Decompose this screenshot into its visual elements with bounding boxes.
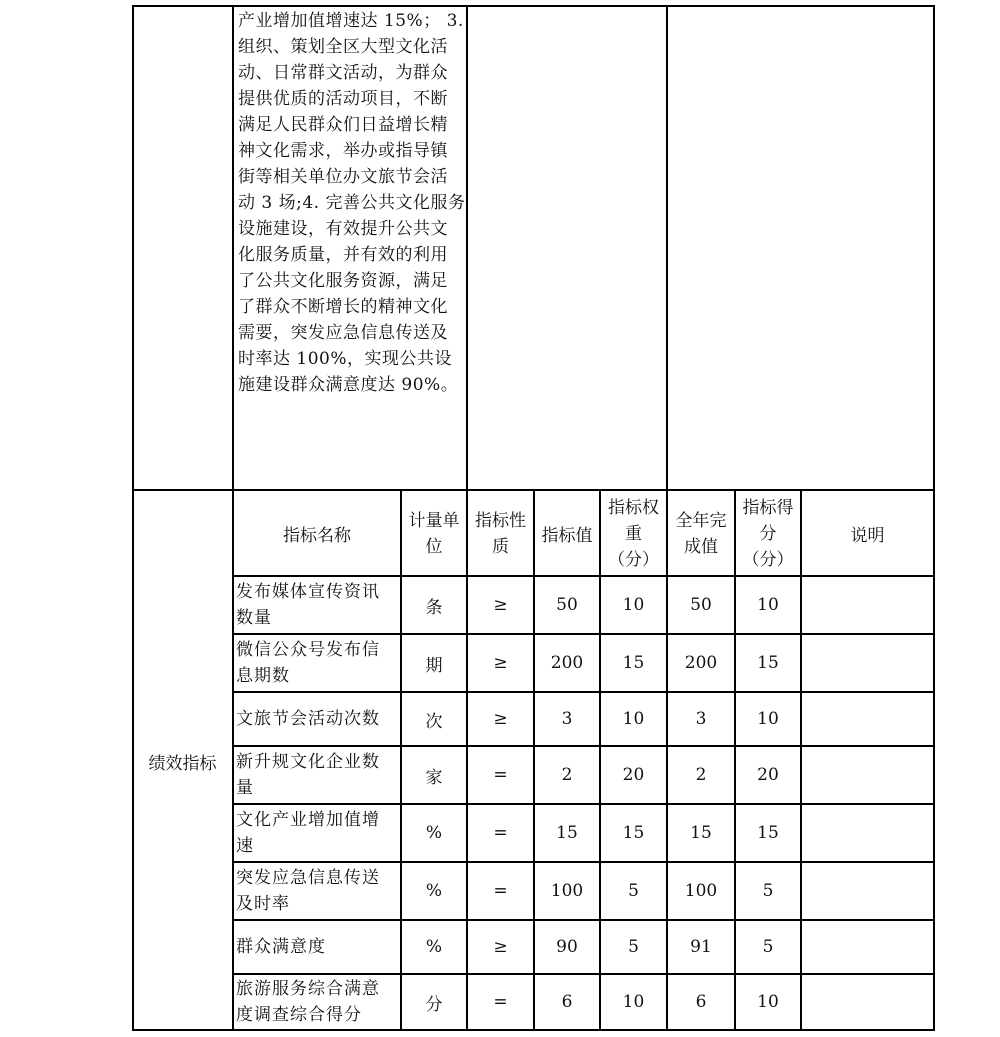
cell-weight: 10 — [622, 595, 645, 615]
description-line: 需要，突发应急信息传送及 — [238, 323, 448, 343]
cell-value: 2 — [561, 765, 573, 785]
cell-unit: 分 — [425, 994, 443, 1015]
indicator-name-line: 群众满意度 — [236, 937, 326, 957]
cell-note — [801, 577, 934, 633]
cell-completed: 6 — [695, 992, 707, 1012]
header-unit — [401, 491, 467, 576]
cell-unit: % — [425, 823, 443, 843]
header-line: 质 — [492, 536, 509, 557]
indicator-name-cell — [236, 805, 400, 861]
indicator-name-line: 速 — [236, 836, 254, 856]
cell-score: 5 — [762, 937, 774, 957]
description-line: 街等相关单位办文旅节会活 — [238, 167, 448, 187]
cell-value: 50 — [556, 595, 578, 615]
indicator-name-cell — [236, 921, 400, 973]
cell-value: 100 — [550, 881, 584, 901]
cell-nature: = — [493, 765, 508, 785]
cell-value: 90 — [556, 937, 578, 957]
cell-nature: ≥ — [493, 937, 508, 957]
target-description — [238, 8, 466, 478]
indicator-name-cell — [236, 577, 400, 633]
header-line: 指标权 — [608, 497, 659, 518]
header-completed — [667, 491, 735, 576]
header-line: 指标得 — [742, 497, 794, 518]
indicator-name-cell — [236, 747, 400, 803]
cell-weight: 15 — [622, 653, 645, 673]
header-note: 说明 — [850, 526, 885, 546]
description-line: 施建设群众满意度达 90%。 — [238, 375, 459, 395]
cell-nature: ≥ — [493, 595, 508, 615]
indicator-name-line: 突发应急信息传送 — [236, 868, 380, 888]
indicator-name-line: 量 — [236, 778, 254, 798]
cell-completed: 50 — [690, 595, 712, 615]
cell-nature: = — [493, 823, 508, 843]
cell-note — [801, 693, 934, 745]
header-line: 指标性 — [475, 510, 526, 531]
indicator-name-line: 新升规文化企业数 — [236, 752, 380, 772]
header-nature — [467, 491, 534, 576]
section-label: 绩效指标 — [148, 753, 217, 774]
header-weight — [600, 491, 667, 576]
description-line: 提供优质的活动项目，不断 — [238, 89, 448, 109]
cell-unit: 期 — [425, 655, 443, 676]
cell-note — [801, 921, 934, 973]
indicator-name-line: 及时率 — [236, 894, 290, 914]
cell-weight: 5 — [628, 937, 639, 957]
cell-unit: % — [425, 881, 443, 901]
header-line: 全年完 — [675, 510, 727, 531]
header-line: 计量单 — [408, 510, 460, 531]
cell-note — [801, 747, 934, 803]
cell-unit: 条 — [425, 597, 443, 618]
description-line: 组织、策划全区大型文化活 — [238, 37, 448, 57]
indicator-name-cell — [236, 975, 400, 1029]
header-value: 指标值 — [541, 526, 593, 546]
indicator-name-cell — [236, 863, 400, 919]
cell-value: 200 — [550, 653, 584, 673]
header-line: （分） — [608, 549, 659, 570]
cell-score: 5 — [762, 881, 774, 901]
cell-note — [801, 635, 934, 691]
cell-weight: 5 — [628, 881, 639, 901]
indicator-name-line: 度调查综合得分 — [236, 1005, 362, 1025]
indicator-name-line: 息期数 — [236, 666, 290, 686]
description-line: 满足人民群众们日益增长精 — [238, 115, 448, 135]
header-line: （分） — [742, 549, 794, 570]
cell-note — [801, 863, 934, 919]
description-line: 动、日常群文活动，为群众 — [238, 63, 448, 83]
cell-nature: ≥ — [493, 709, 508, 729]
description-line: 了群众不断增长的精神文化 — [238, 297, 448, 317]
description-line: 时率达 100%，实现公共设 — [238, 349, 453, 369]
cell-unit: 次 — [425, 711, 443, 732]
cell-completed: 200 — [684, 653, 718, 673]
description-line: 了公共文化服务资源，满足 — [238, 271, 448, 291]
cell-nature: = — [493, 881, 508, 901]
cell-score: 10 — [757, 992, 779, 1012]
header-score — [735, 491, 801, 576]
cell-completed: 100 — [684, 881, 718, 901]
cell-weight: 20 — [622, 765, 645, 785]
cell-completed: 91 — [690, 937, 712, 957]
description-line: 化服务质量，并有效的利用 — [238, 245, 448, 265]
cell-score: 10 — [757, 709, 779, 729]
header-line: 重 — [625, 523, 642, 544]
indicator-name-line: 文化产业增加值增 — [236, 810, 380, 830]
cell-nature: ≥ — [493, 653, 508, 673]
description-line: 产业增加值增速达 15%； 3. — [238, 11, 464, 31]
description-line: 神文化需求，举办或指导镇 — [238, 141, 448, 161]
description-line: 设施建设，有效提升公共文 — [238, 219, 448, 239]
indicator-name-line: 旅游服务综合满意 — [236, 979, 380, 999]
cell-note — [801, 975, 934, 1029]
cell-unit: 家 — [425, 767, 443, 788]
cell-note — [801, 805, 934, 861]
indicator-name-line: 文旅节会活动次数 — [236, 709, 380, 729]
cell-weight: 10 — [622, 709, 645, 729]
cell-value: 3 — [561, 709, 573, 729]
cell-unit: % — [425, 937, 443, 957]
header-line: 位 — [425, 536, 443, 557]
cell-value: 6 — [561, 992, 573, 1012]
cell-nature: = — [493, 992, 508, 1012]
header-indicator-name: 指标名称 — [283, 526, 351, 546]
cell-completed: 3 — [695, 709, 707, 729]
cell-completed: 2 — [695, 765, 707, 785]
description-line: 动 3 场;4. 完善公共文化服务 — [238, 193, 466, 213]
indicator-name-line: 数量 — [236, 608, 272, 628]
cell-weight: 15 — [622, 823, 645, 843]
indicator-name-cell — [236, 693, 400, 745]
cell-score: 10 — [757, 595, 779, 615]
cell-weight: 10 — [622, 992, 645, 1012]
indicator-name-line: 发布媒体宣传资讯 — [236, 582, 380, 602]
cell-score: 15 — [757, 823, 779, 843]
cell-value: 15 — [556, 823, 578, 843]
cell-score: 20 — [757, 765, 779, 785]
indicator-name-cell — [236, 635, 400, 691]
header-line: 分 — [759, 523, 777, 544]
indicator-name-line: 微信公众号发布信 — [236, 640, 380, 660]
cell-completed: 15 — [690, 823, 712, 843]
header-line: 成值 — [684, 536, 718, 557]
cell-score: 15 — [757, 653, 779, 673]
